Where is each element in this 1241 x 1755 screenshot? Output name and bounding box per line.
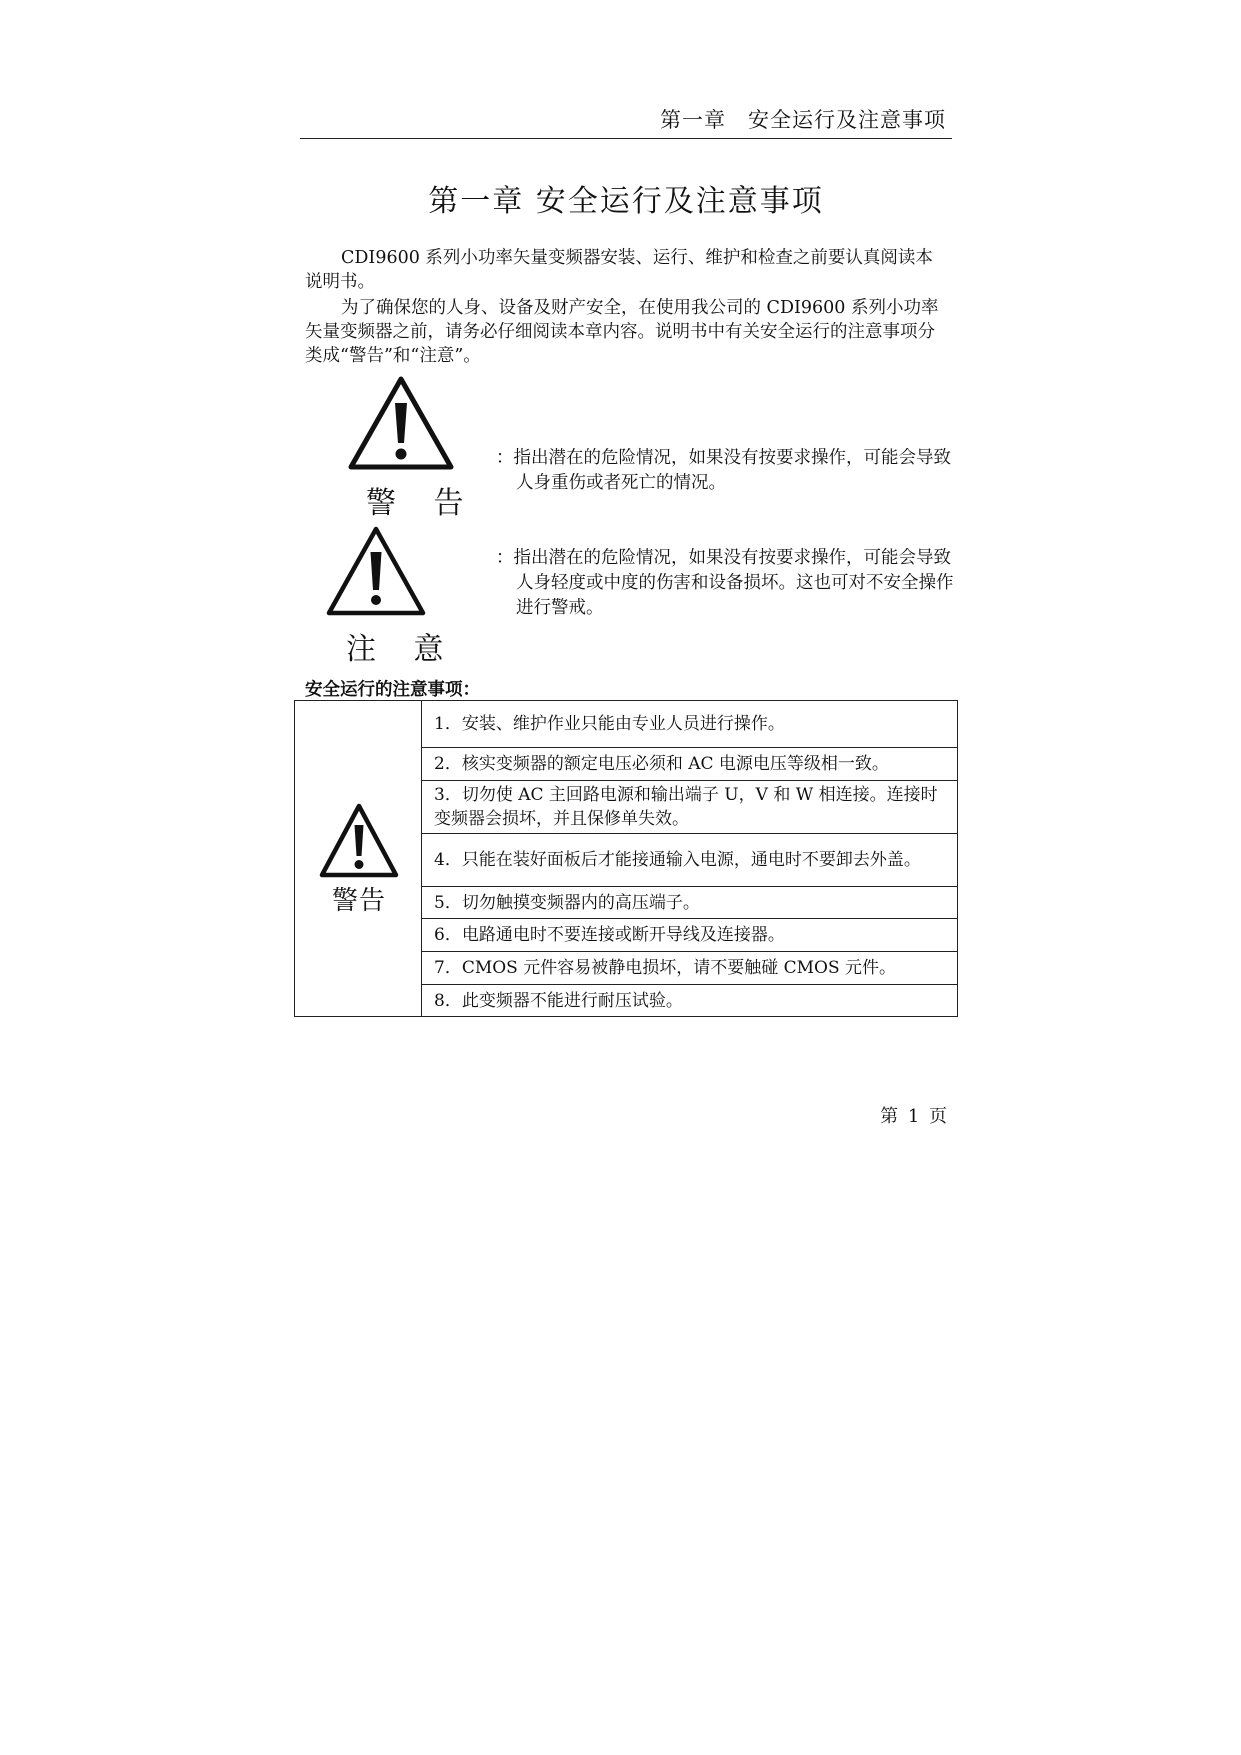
warning-triangle-icon [345, 373, 457, 473]
warning-description: ：指出潜在的危险情况，如果没有按要求操作，可能会导致人身重伤或者死亡的情况。 [496, 448, 951, 493]
running-header [300, 100, 952, 139]
note-item: 5．切勿触摸变频器内的高压端子。 [422, 887, 958, 919]
notes-warning-label: 警告 [331, 885, 386, 916]
note-item: 8．此变频器不能进行耐压试验。 [422, 985, 958, 1017]
note-item: 2．核实变频器的额定电压必须和 AC 电源电压等级相一致。 [422, 748, 958, 781]
caution-triangle-icon [324, 524, 428, 618]
note-item: 4．只能在装好面板后才能接通输入电源，通电时不要卸去外盖。 [422, 834, 958, 887]
caution-label: 注 意 [346, 632, 458, 667]
chapter-title: 第一章 安全运行及注意事项 [428, 184, 824, 219]
note-item: 6．电路通电时不要连接或断开导线及连接器。 [422, 919, 958, 952]
warning-triangle-icon [317, 801, 401, 881]
notes-heading: 安全运行的注意事项： [305, 680, 480, 700]
page-number: 第 1 页 [880, 1106, 949, 1127]
note-item: 1．安装、维护作业只能由专业人员进行操作。 [422, 701, 958, 748]
caution-description: ：指出潜在的危险情况，如果没有按要求操作，可能会导致人身轻度或中度的伤害和设备损坏。这也可对不安全操作进行警戒。 [496, 548, 954, 618]
warning-label: 警 告 [366, 486, 478, 521]
note-item: 3．切勿使 AC 主回路电源和输出端子 U，V 和 W 相连接。连接时变频器会损坏，并且保修单失效。 [422, 781, 958, 834]
running-header-title: 第一章 安全运行及注意事项 [660, 108, 946, 132]
notes-warning-cell [295, 701, 422, 1017]
safety-notes-table [294, 700, 958, 1017]
note-item: 7．CMOS 元件容易被静电损坏，请不要触碰 CMOS 元件。 [422, 952, 958, 985]
intro-paragraph-2: 为了确保您的人身、设备及财产安全，在使用我公司的 CDI9600 系列小功率矢量变频器之前，请务必仔细阅读本章内容。说明书中有关安全运行的注意事项分类成“警告”和“注意”。 [305, 298, 939, 366]
intro-paragraph-1: CDI9600 系列小功率矢量变频器安装、运行、维护和检查之前要认真阅读本说明书。 [305, 248, 933, 292]
